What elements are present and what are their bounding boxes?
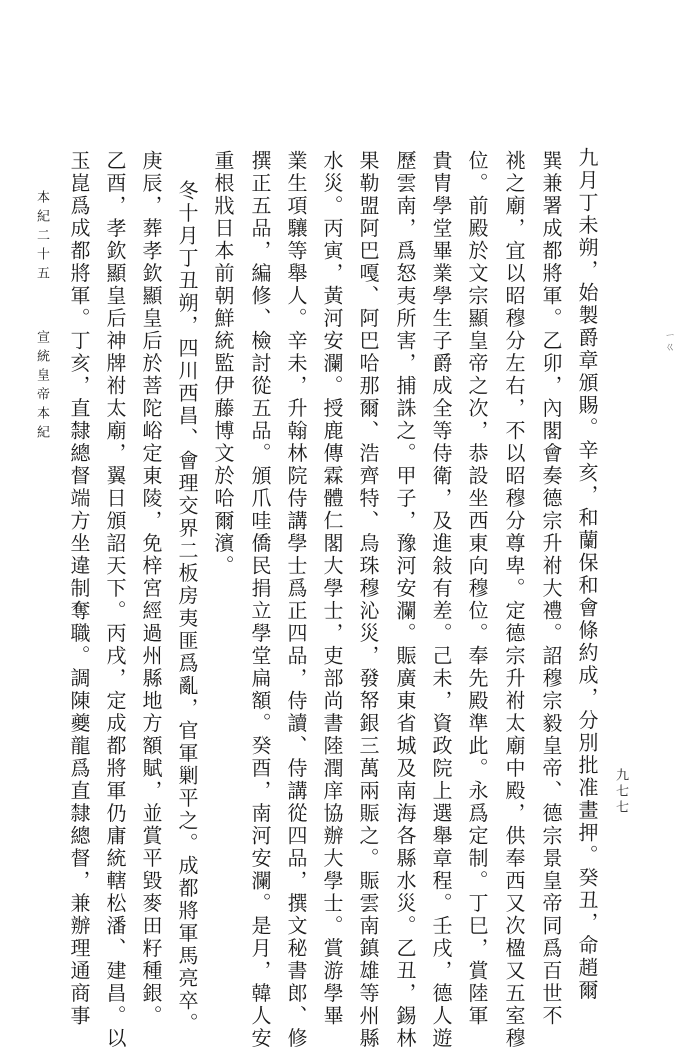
running-header-title: 宣統皇帝本紀 — [34, 330, 49, 444]
page-number: 九七七 — [613, 768, 628, 816]
text-column-9: 業生項驤等舉人。辛未，升翰林院侍講學士爲正四品，侍讀、侍講從四品，撰文秘書郎、修 — [284, 150, 308, 1050]
text-column-5: 貴胄學堂畢業學生子爵成全等侍衛，及進敍有差。己未，資政院上選舉章程。壬戌，德人遊 — [429, 150, 453, 1050]
text-column-2: 巽兼署成都將軍。乙卯，內閣會奏德宗升祔大禮。詔穆宗毅皇帝、德宗景皇帝同爲百世不 — [539, 150, 563, 1028]
text-column-7: 果勒盟阿巴嘎、阿巴哈那爾、浩齊特、烏珠穆沁災，發帑銀三萬兩賑之。賑雲南鎮雄等州縣 — [356, 150, 380, 1050]
text-column-1: 九月丁未朔，始製爵章頒賜。辛亥，和蘭保和會條約成，分別批准畫押。癸丑，命趙爾 — [575, 147, 599, 1002]
text-column-10: 撰正五品，編修、檢討從五品。頒爪哇僑民捐立學堂扁額。癸酉，南河安瀾。是月，韓人安 — [248, 150, 272, 1050]
text-column-15: 玉崑爲成都將軍。丁亥，直隸總督端方坐違制奪職。調陳夔龍爲直隸總督，兼辦理通商事 — [67, 150, 91, 1028]
text-column-13: 庚辰，葬孝欽顯皇后於菩陀峪定東陵，免梓宮經過州縣地方額賦，並賞平毀麥田籽種銀。 — [139, 150, 163, 1028]
text-column-11: 重根戕日本前朝鮮統監伊藤博文於哈爾濱。 — [211, 150, 235, 578]
text-column-6: 歷雲南，爲怒夷所害，捕誅之。甲子，豫河安瀾。賑廣東省城及南海各縣水災。乙丑，錫林 — [393, 150, 417, 1050]
page-edge-marks: ㄧㄍ — [663, 330, 676, 354]
text-column-12: 冬十月丁丑朔，四川西昌、會理交界二板房夷匪爲亂，官軍剿平之。成都將軍馬亮卒。 — [175, 180, 199, 1035]
running-header-section: 本紀二十五 — [34, 190, 49, 285]
text-column-8: 水災。丙寅，黃河安瀾。授鹿傳霖體仁閣大學士，吏部尚書陸潤庠協辦大學士。賞游學畢 — [320, 150, 344, 1028]
text-column-4: 位。前殿於文宗顯皇帝之次，恭設坐西東向穆位。奉先殿準此。永爲定制。丁巳，賞陸軍 — [465, 150, 489, 1028]
text-column-14: 乙酉，孝欽顯皇后神牌祔太廟，翼日頒詔天下。丙戌，定成都將軍仍庸統轄松潘、建昌。以 — [103, 150, 127, 1050]
text-column-3: 祧之廟，宜以昭穆分左右，不以昭穆分尊卑。定德宗升祔太廟中殿，供奉西又次楹又五室穆 — [502, 150, 526, 1050]
